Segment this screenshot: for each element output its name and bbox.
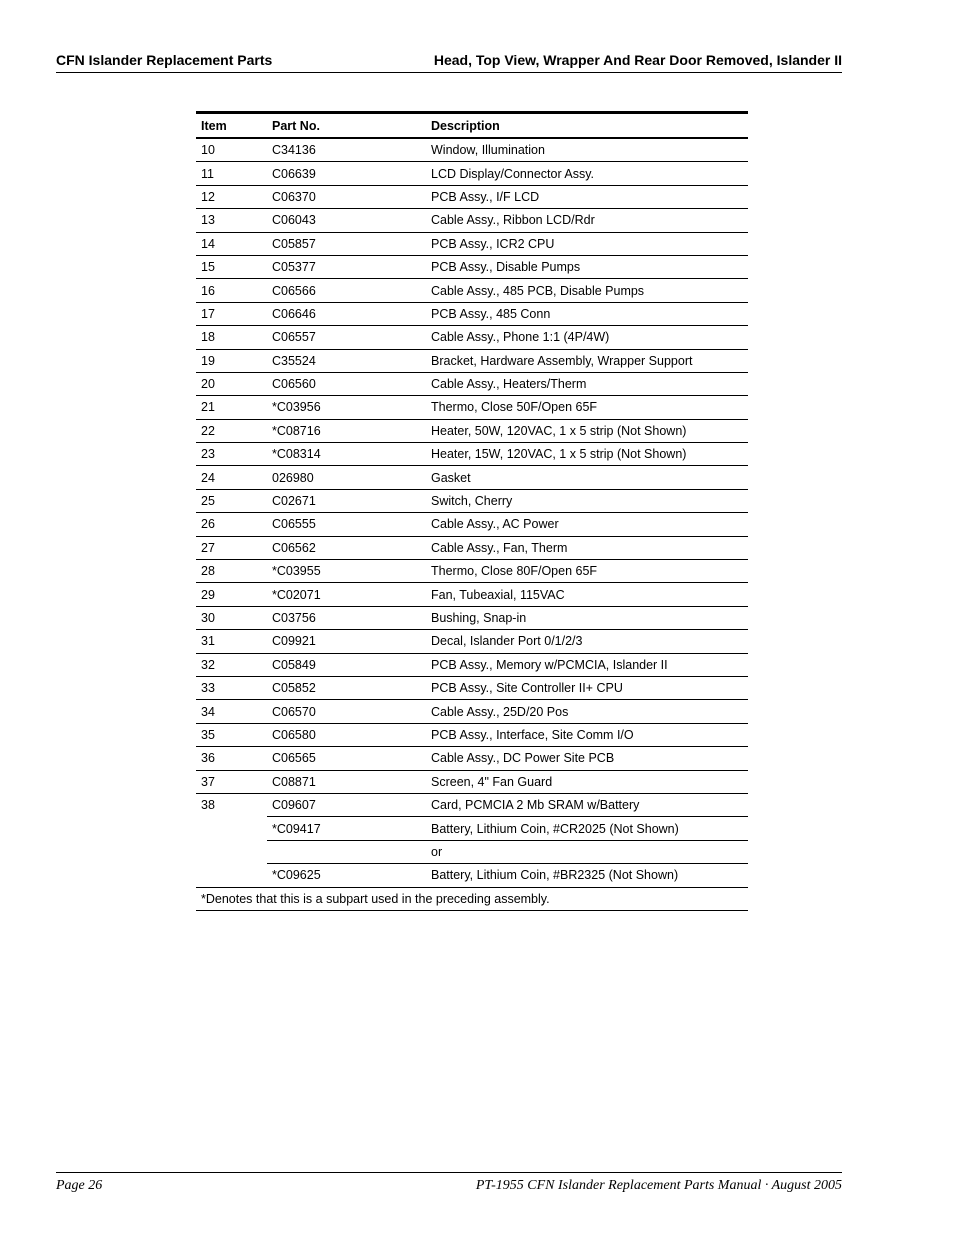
description-cell: PCB Assy., Memory w/PCMCIA, Islander II bbox=[426, 653, 748, 676]
part-number-cell: C03756 bbox=[267, 606, 426, 629]
part-number-cell: *C09417 bbox=[267, 817, 426, 840]
table-row bbox=[196, 466, 748, 489]
part-number-cell: C09607 bbox=[267, 793, 426, 816]
part-number-cell: C05852 bbox=[267, 676, 426, 699]
item-cell: 18 bbox=[196, 326, 267, 349]
item-cell: 28 bbox=[196, 560, 267, 583]
table-row bbox=[196, 864, 748, 887]
table-row bbox=[196, 700, 748, 723]
description-cell: Decal, Islander Port 0/1/2/3 bbox=[426, 630, 748, 653]
table-row bbox=[196, 840, 748, 863]
table-row bbox=[196, 255, 748, 278]
item-cell: 34 bbox=[196, 700, 267, 723]
header-page-title: Head, Top View, Wrapper And Rear Door Removed, Islander II bbox=[433, 52, 842, 68]
table-row bbox=[196, 232, 748, 255]
table-row bbox=[196, 653, 748, 676]
description-cell: Cable Assy., 485 PCB, Disable Pumps bbox=[426, 279, 748, 302]
part-number-cell: C05857 bbox=[267, 232, 426, 255]
page-header bbox=[56, 52, 842, 73]
description-cell: Cable Assy., AC Power bbox=[426, 513, 748, 536]
column-header-item: Item bbox=[196, 113, 267, 139]
part-number-cell: C06646 bbox=[267, 302, 426, 325]
description-cell: Switch, Cherry bbox=[426, 489, 748, 512]
part-number-cell: C09921 bbox=[267, 630, 426, 653]
table-row bbox=[196, 209, 748, 232]
part-number-cell: C06555 bbox=[267, 513, 426, 536]
table-row bbox=[196, 443, 748, 466]
item-cell: 12 bbox=[196, 185, 267, 208]
description-cell: Bushing, Snap-in bbox=[426, 606, 748, 629]
item-cell: 10 bbox=[196, 138, 267, 162]
page-number: Page 26 bbox=[56, 1178, 103, 1193]
table-row bbox=[196, 185, 748, 208]
table-row bbox=[196, 676, 748, 699]
footnote-text: *Denotes that this is a subpart used in the preceding assembly. bbox=[196, 887, 748, 910]
description-cell: PCB Assy., Disable Pumps bbox=[426, 255, 748, 278]
part-number-cell: C06557 bbox=[267, 326, 426, 349]
description-cell: PCB Assy., I/F LCD bbox=[426, 185, 748, 208]
item-cell: 20 bbox=[196, 372, 267, 395]
description-cell: Cable Assy., 25D/20 Pos bbox=[426, 700, 748, 723]
table-row bbox=[196, 302, 748, 325]
table-row bbox=[196, 513, 748, 536]
description-cell: Battery, Lithium Coin, #CR2025 (Not Shown) bbox=[426, 817, 748, 840]
description-cell: Heater, 50W, 120VAC, 1 x 5 strip (Not Shown) bbox=[426, 419, 748, 442]
item-cell: 38 bbox=[196, 793, 267, 887]
item-cell: 11 bbox=[196, 162, 267, 185]
table-row bbox=[196, 770, 748, 793]
table-row bbox=[196, 419, 748, 442]
description-cell: Gasket bbox=[426, 466, 748, 489]
table-row bbox=[196, 747, 748, 770]
description-cell: Cable Assy., Fan, Therm bbox=[426, 536, 748, 559]
description-cell: Card, PCMCIA 2 Mb SRAM w/Battery bbox=[426, 793, 748, 816]
item-cell: 17 bbox=[196, 302, 267, 325]
description-cell: Window, Illumination bbox=[426, 138, 748, 162]
table-row bbox=[196, 138, 748, 162]
parts-table-body bbox=[196, 138, 748, 910]
table-row bbox=[196, 162, 748, 185]
part-number-cell: C06566 bbox=[267, 279, 426, 302]
column-header-description: Description bbox=[426, 113, 748, 139]
part-number-cell: C06580 bbox=[267, 723, 426, 746]
description-cell: PCB Assy., Interface, Site Comm I/O bbox=[426, 723, 748, 746]
part-number-cell: *C03955 bbox=[267, 560, 426, 583]
table-row bbox=[196, 489, 748, 512]
part-number-cell: *C08314 bbox=[267, 443, 426, 466]
part-number-cell: C06565 bbox=[267, 747, 426, 770]
table-row bbox=[196, 536, 748, 559]
description-cell: LCD Display/Connector Assy. bbox=[426, 162, 748, 185]
part-number-cell: C05849 bbox=[267, 653, 426, 676]
part-number-cell: C06570 bbox=[267, 700, 426, 723]
item-cell: 33 bbox=[196, 676, 267, 699]
description-cell: Battery, Lithium Coin, #BR2325 (Not Shown) bbox=[426, 864, 748, 887]
item-cell: 16 bbox=[196, 279, 267, 302]
table-row bbox=[196, 279, 748, 302]
table-row bbox=[196, 349, 748, 372]
page-footer bbox=[56, 1172, 842, 1193]
part-number-cell: *C08716 bbox=[267, 419, 426, 442]
item-cell: 37 bbox=[196, 770, 267, 793]
header-row bbox=[196, 113, 748, 139]
item-cell: 21 bbox=[196, 396, 267, 419]
description-cell: Screen, 4" Fan Guard bbox=[426, 770, 748, 793]
part-number-cell: C08871 bbox=[267, 770, 426, 793]
table-row bbox=[196, 560, 748, 583]
part-number-cell: C06560 bbox=[267, 372, 426, 395]
table-row bbox=[196, 723, 748, 746]
description-cell: Bracket, Hardware Assembly, Wrapper Support bbox=[426, 349, 748, 372]
item-cell: 36 bbox=[196, 747, 267, 770]
item-cell: 35 bbox=[196, 723, 267, 746]
item-cell: 23 bbox=[196, 443, 267, 466]
table-row bbox=[196, 396, 748, 419]
item-cell: 22 bbox=[196, 419, 267, 442]
column-header-part-no: Part No. bbox=[267, 113, 426, 139]
header-section-title: CFN Islander Replacement Parts bbox=[56, 52, 273, 68]
part-number-cell: C05377 bbox=[267, 255, 426, 278]
description-cell: PCB Assy., Site Controller II+ CPU bbox=[426, 676, 748, 699]
description-cell: Cable Assy., Phone 1:1 (4P/4W) bbox=[426, 326, 748, 349]
description-cell: Cable Assy., DC Power Site PCB bbox=[426, 747, 748, 770]
table-row bbox=[196, 793, 748, 816]
description-cell: Thermo, Close 50F/Open 65F bbox=[426, 396, 748, 419]
table-row bbox=[196, 606, 748, 629]
description-cell: Fan, Tubeaxial, 115VAC bbox=[426, 583, 748, 606]
table-row bbox=[196, 326, 748, 349]
parts-table-header bbox=[196, 113, 748, 139]
part-number-cell: C06562 bbox=[267, 536, 426, 559]
description-cell: PCB Assy., 485 Conn bbox=[426, 302, 748, 325]
part-number-cell: C34136 bbox=[267, 138, 426, 162]
description-cell: or bbox=[426, 840, 748, 863]
item-cell: 13 bbox=[196, 209, 267, 232]
table-row bbox=[196, 372, 748, 395]
table-row bbox=[196, 630, 748, 653]
table-row bbox=[196, 817, 748, 840]
item-cell: 32 bbox=[196, 653, 267, 676]
footnote-row bbox=[196, 887, 748, 910]
parts-table bbox=[196, 111, 748, 911]
item-cell: 29 bbox=[196, 583, 267, 606]
item-cell: 15 bbox=[196, 255, 267, 278]
description-cell: Cable Assy., Heaters/Therm bbox=[426, 372, 748, 395]
manual-title: PT-1955 CFN Islander Replacement Parts Manual · August 2005 bbox=[475, 1178, 842, 1193]
item-cell: 19 bbox=[196, 349, 267, 372]
part-number-cell: *C03956 bbox=[267, 396, 426, 419]
item-cell: 14 bbox=[196, 232, 267, 255]
description-cell: PCB Assy., ICR2 CPU bbox=[426, 232, 748, 255]
description-cell: Cable Assy., Ribbon LCD/Rdr bbox=[426, 209, 748, 232]
part-number-cell: C35524 bbox=[267, 349, 426, 372]
part-number-cell: 026980 bbox=[267, 466, 426, 489]
part-number-cell: C02671 bbox=[267, 489, 426, 512]
part-number-cell: C06043 bbox=[267, 209, 426, 232]
part-number-cell: *C09625 bbox=[267, 864, 426, 887]
item-cell: 30 bbox=[196, 606, 267, 629]
description-cell: Heater, 15W, 120VAC, 1 x 5 strip (Not Shown) bbox=[426, 443, 748, 466]
description-cell: Thermo, Close 80F/Open 65F bbox=[426, 560, 748, 583]
item-cell: 27 bbox=[196, 536, 267, 559]
part-number-cell: *C02071 bbox=[267, 583, 426, 606]
item-cell: 31 bbox=[196, 630, 267, 653]
item-cell: 26 bbox=[196, 513, 267, 536]
table-row bbox=[196, 583, 748, 606]
item-cell: 24 bbox=[196, 466, 267, 489]
part-number-cell bbox=[267, 840, 426, 863]
part-number-cell: C06370 bbox=[267, 185, 426, 208]
item-cell: 25 bbox=[196, 489, 267, 512]
part-number-cell: C06639 bbox=[267, 162, 426, 185]
